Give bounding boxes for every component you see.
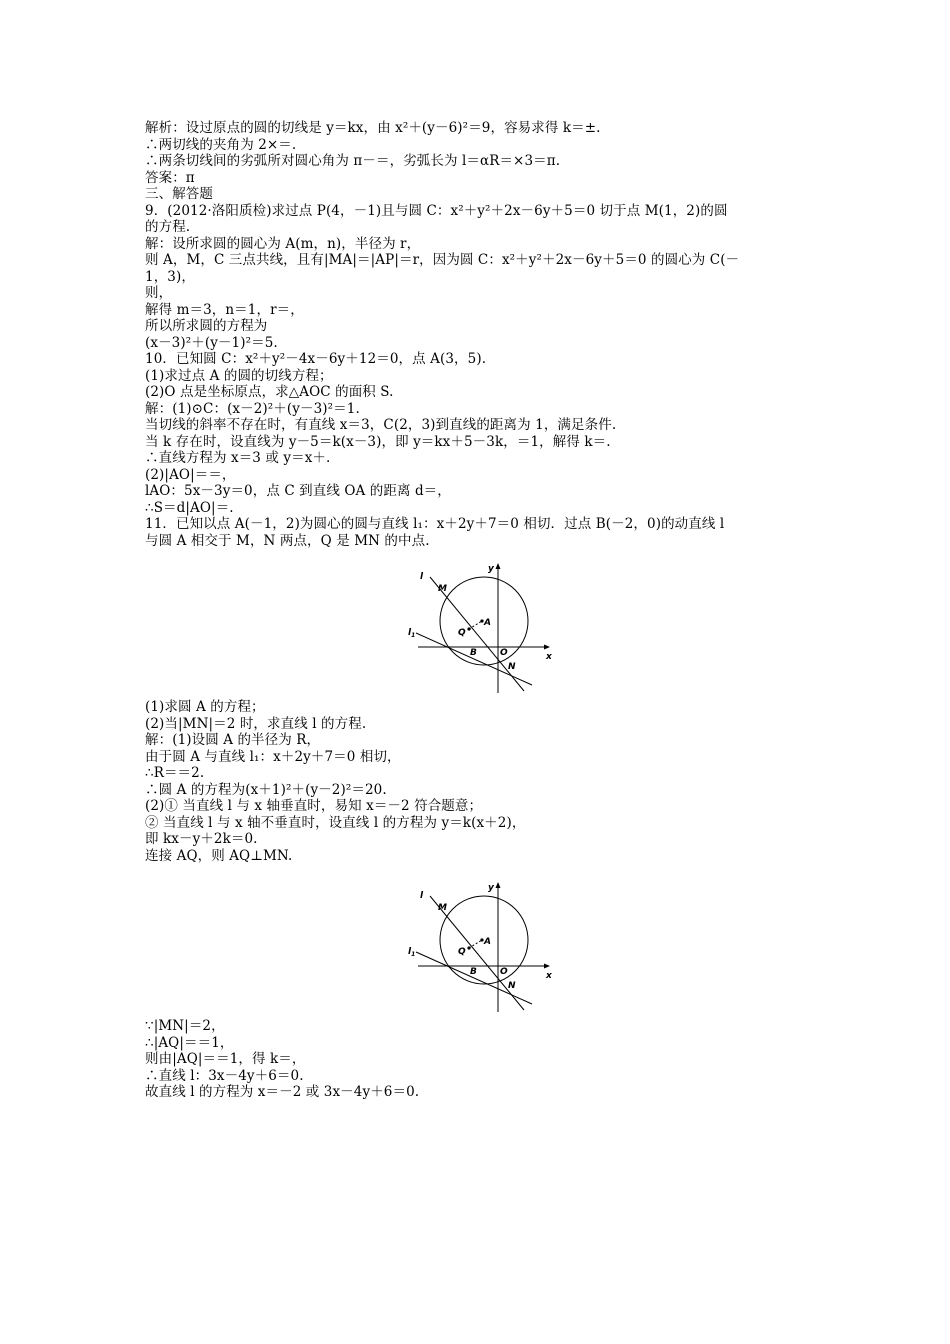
text-line: 当 k 存在时，设直线为 y－5＝k(x－3)，即 y＝kx＋5－3k，＝1，解得 k＝. <box>145 433 611 450</box>
text-line: (1)求过点 A 的圆的切线方程； <box>145 367 333 384</box>
section-heading: 三、解答题 <box>145 186 213 202</box>
text-line: (2)|AO|＝＝， <box>145 466 236 483</box>
l1-label: $l_1$ <box>408 947 416 958</box>
geometry-figure <box>400 878 560 1014</box>
a-label: A <box>484 618 491 628</box>
text-line: 则， <box>145 285 173 301</box>
m-label: M <box>438 903 447 913</box>
text-block-2 <box>145 699 815 864</box>
n-label: N <box>508 662 516 672</box>
y-label: y <box>488 564 494 574</box>
circle-diagram-2 <box>145 878 815 1016</box>
n-label: N <box>508 981 516 991</box>
y-axis-arrow <box>496 563 501 569</box>
text-line: 连接 AQ，则 AQ⊥MN. <box>145 847 293 864</box>
text-line: 答案：π <box>145 169 195 186</box>
line-l1 <box>416 952 532 1004</box>
point-q <box>467 946 470 949</box>
text-line: ② 当直线 l 与 x 轴不垂直时，设直线 l 的方程为 y＝k(x＋2)， <box>145 814 526 831</box>
text-line: 解析：设过原点的圆的切线是 y＝kx，由 x²＋(y－6)²＝9，容易求得 k＝±. <box>145 120 601 136</box>
geometry-figure <box>400 559 560 695</box>
text-line: 解：(1)设圆 A 的半径为 R， <box>145 732 321 748</box>
segment-qa <box>469 940 482 948</box>
text-line: (1)求圆 A 的方程； <box>145 699 265 715</box>
text-line: 解：设所求圆的圆心为 A(m，n)，半径为 r， <box>145 235 421 252</box>
text-line: (2)① 当直线 l 与 x 轴垂直时，易知 x＝－2 符合题意； <box>145 798 483 814</box>
circle-diagram-1 <box>145 559 815 697</box>
text-line: 11．已知以点 A(－1，2)为圆心的圆与直线 l₁：x＋2y＋7＝0 相切．过点 B(－2，0)的动直线 l <box>145 516 725 532</box>
l-label: l <box>420 891 424 901</box>
text-line: ∴S＝d|AO|＝. <box>145 499 234 516</box>
text-line: 10．已知圆 C：x²＋y²－4x－6y＋12＝0，点 A(3，5). <box>145 351 487 367</box>
a-label: A <box>484 937 491 947</box>
text-line: 解得 m＝3，n＝1，r＝， <box>145 301 304 318</box>
y-axis-arrow <box>496 882 501 888</box>
document-page <box>145 120 815 1101</box>
text-line: lAO：5x－3y＝0，点 C 到直线 OA 的距离 d＝， <box>145 483 451 499</box>
y-label: y <box>488 883 494 893</box>
text-line: 1，3)， <box>145 268 195 285</box>
x-label: x <box>546 971 552 981</box>
text-line: ∴直线方程为 x＝3 或 y＝x＋. <box>145 450 331 466</box>
text-line: ∴圆 A 的方程为(x＋1)²＋(y－2)²＝20. <box>145 781 387 798</box>
x-axis-arrow <box>544 645 550 650</box>
point-q <box>467 627 470 630</box>
b-label: B <box>470 967 477 977</box>
text-line: ∴两条切线间的劣弧所对圆心角为 π－＝，劣弧长为 l＝αR＝×3＝π. <box>145 153 561 169</box>
text-line: (x－3)²＋(y－1)²＝5. <box>145 334 278 351</box>
o-label: O <box>500 967 508 977</box>
text-line: 由于圆 A 与直线 l₁：x＋2y＋7＝0 相切， <box>145 748 401 765</box>
l-label: l <box>420 572 424 582</box>
line-l <box>430 577 524 691</box>
text-line: 所以所求圆的方程为 <box>145 318 268 334</box>
q-label: Q <box>458 628 466 638</box>
text-line: (2)O 点是坐标原点，求△AOC 的面积 S. <box>145 384 394 400</box>
text-line: (2)当|MN|＝2 时，求直线 l 的方程. <box>145 715 367 732</box>
text-line: 9．(2012·洛阳质检)求过点 P(4，－1)且与圆 C：x²＋y²＋2x－6y＋5＝0 切于点 M(1，2)的圆 <box>145 202 728 219</box>
text-line: 故直线 l 的方程为 x＝－2 或 3x－4y＋6＝0. <box>145 1084 420 1100</box>
o-label: O <box>500 648 508 658</box>
text-line: ∴R＝＝2. <box>145 765 205 781</box>
text-block-1 <box>145 120 815 549</box>
x-label: x <box>546 652 552 662</box>
b-label: B <box>470 648 477 658</box>
text-line: 与圆 A 相交于 M，N 两点，Q 是 MN 的中点. <box>145 532 430 549</box>
text-block-3 <box>145 1018 815 1101</box>
text-line: 当切线的斜率不存在时，有直线 x＝3，C(2，3)到直线的距离为 1，满足条件. <box>145 417 617 433</box>
q-label: Q <box>458 947 466 957</box>
text-line: 即 kx－y＋2k＝0. <box>145 831 258 847</box>
text-line: ∴两切线的夹角为 2×＝. <box>145 136 297 153</box>
segment-qa <box>469 621 482 629</box>
m-label: M <box>438 584 447 594</box>
text-line: 解：(1)⊙C：(x－2)²＋(y－3)²＝1. <box>145 400 360 417</box>
text-line: 则 A，M，C 三点共线，且有|MA|＝|AP|＝r，因为圆 C：x²＋y²＋2x－6y＋5＝0 的圆心为 C(－ <box>145 252 740 268</box>
line-l <box>430 896 524 1010</box>
text-line: 的方程. <box>145 219 191 235</box>
l1-label: $l_1$ <box>408 628 416 639</box>
text-line: ∴|AQ|＝＝1， <box>145 1034 234 1051</box>
line-l1 <box>416 633 532 685</box>
text-line: 则由|AQ|＝＝1，得 k＝， <box>145 1051 306 1067</box>
text-line: ∴直线 l：3x－4y＋6＝0. <box>145 1067 304 1084</box>
x-axis-arrow <box>544 964 550 969</box>
text-line: ∵|MN|＝2， <box>145 1018 225 1034</box>
